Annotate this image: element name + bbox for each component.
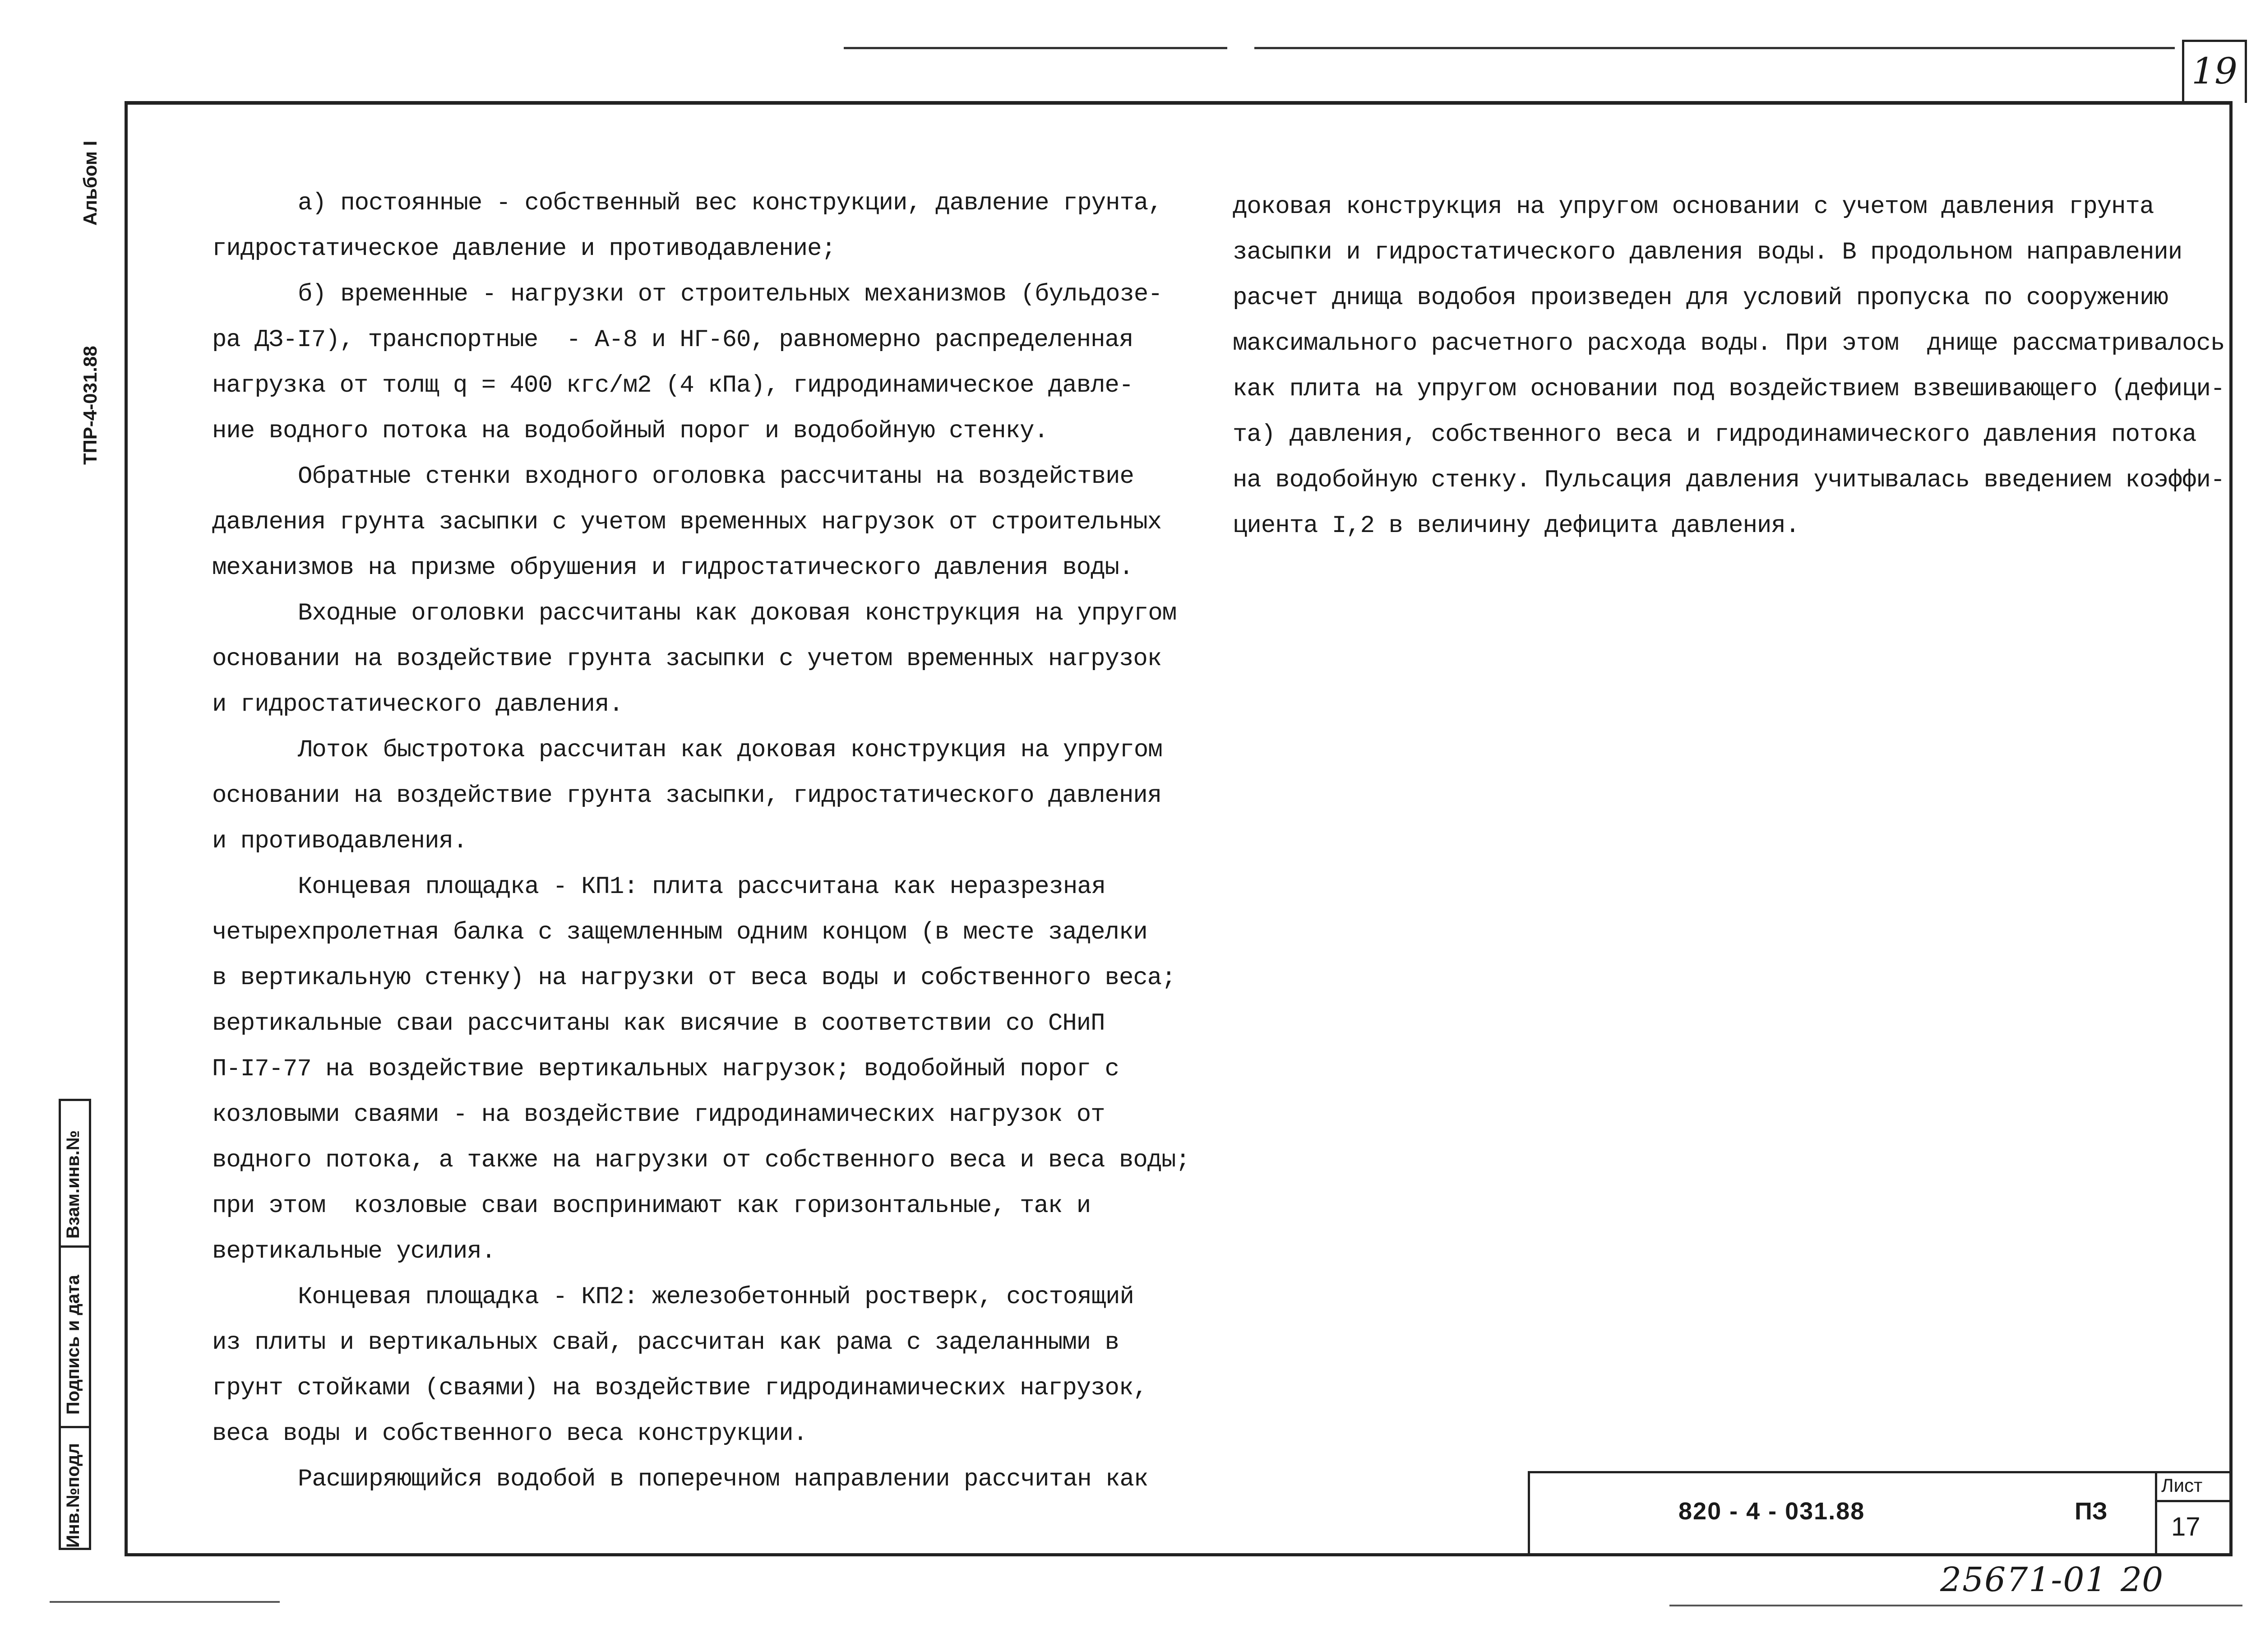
text-line: а) постоянные - собственный вес конструкции, давление грунта,: [298, 190, 1162, 217]
text-line: нагрузка от толщ q = 400 кгс/м2 (4 кПа), гидродинамическое давле-: [212, 372, 1133, 399]
left-text-column: [212, 180, 1190, 1502]
text-line: на водобойную стенку. Пульсация давления учитывалась введением коэффи-: [1233, 467, 2225, 494]
sheet-number: 17: [2171, 1512, 2201, 1541]
text-line: Лоток быстротока рассчитан как доковая конструкция на упругом: [298, 736, 1162, 764]
text-line: механизмов на призме обрушения и гидростатического давления воды.: [212, 554, 1133, 582]
text-line: из плиты и вертикальных свай, рассчитан как рама с заделанными в: [212, 1329, 1119, 1356]
bottom-rule-1: [50, 1601, 280, 1603]
text-line: грунт стойками (сваями) на воздействие гидродинамических нагрузок,: [212, 1374, 1147, 1402]
bottom-rule-2: [1669, 1605, 2242, 1606]
text-line: засыпки и гидростатического давления воды. В продольном направлении: [1233, 239, 2182, 266]
text-line: б) временные - нагрузки от строительных механизмов (бульдозе-: [298, 281, 1162, 308]
text-line: Концевая площадка - КП2: железобетонный ростверк, состоящий: [298, 1283, 1134, 1311]
text-line: гидростатическое давление и противодавление;: [212, 235, 836, 263]
text-line: расчет днища водобоя произведен для условий пропуска по сооружению: [1233, 284, 2168, 312]
stamp-divider-1: [61, 1245, 89, 1248]
sheet-cell-divider: [2155, 1500, 2233, 1502]
stamp-replace-inv: Взам.инв.№: [63, 1130, 83, 1239]
text-line: давления грунта засыпки с учетом временных нагрузок от строительных: [212, 509, 1162, 536]
text-line: вертикальные усилия.: [212, 1238, 496, 1265]
text-line: основании на воздействие грунта засыпки с учетом временных нагрузок: [212, 645, 1162, 673]
top-rule-1: [844, 47, 1227, 49]
text-line: Входные оголовки рассчитаны как доковая конструкция на упругом: [298, 600, 1177, 627]
text-line: и гидростатического давления.: [212, 691, 623, 718]
sheet-label: Лист: [2161, 1475, 2203, 1496]
text-line: основании на воздействие грунта засыпки, гидростатического давления: [212, 782, 1162, 810]
text-line: при этом козловые сваи воспринимают как горизонтальные, так и: [212, 1192, 1091, 1220]
title-block: [1528, 1471, 2233, 1553]
sheet-tab-number: 19: [2182, 40, 2247, 103]
text-line: Обратные стенки входного оголовка рассчитаны на воздействие: [298, 463, 1134, 491]
album-label: Альбом I: [79, 140, 101, 226]
stamp-signature-date: Подпись и дата: [63, 1275, 83, 1415]
stamp-inv-no: Инв.№подл: [63, 1443, 83, 1548]
document-code: 820 - 4 - 031.88: [1678, 1498, 1865, 1525]
text-line: козловыми сваями - на воздействие гидродинамических нагрузок от: [212, 1101, 1105, 1129]
text-line: ние водного потока на водобойный порог и водобойную стенку.: [212, 417, 1048, 445]
text-line: четырехпролетная балка с защемленным одним концом (в месте заделки: [212, 919, 1147, 946]
page-number: 20: [2121, 1560, 2164, 1599]
text-line: та) давления, собственного веса и гидродинамического давления потока: [1233, 421, 2196, 449]
stamp-divider-2: [61, 1426, 89, 1428]
text-line: П-I7-77 на воздействие вертикальных нагрузок; водобойный порог с: [212, 1055, 1119, 1083]
text-line: вертикальные сваи рассчитаны как висячие в соответствии со СНиП: [212, 1010, 1105, 1037]
text-line: веса воды и собственного веса конструкции.: [212, 1420, 808, 1448]
text-line: и противодавления.: [212, 828, 467, 855]
text-line: доковая конструкция на упругом основании с учетом давления грунта: [1233, 193, 2154, 221]
text-line: как плита на упругом основании под воздействием взвешивающего (дефици-: [1233, 375, 2225, 403]
top-rule-2: [1254, 47, 2175, 49]
text-line: в вертикальную стенку) на нагрузки от веса воды и собственного веса;: [212, 964, 1176, 992]
document-type: ПЗ: [2075, 1498, 2108, 1525]
text-line: Концевая площадка - КП1: плита рассчитана как неразрезная: [298, 873, 1106, 901]
text-line: циента I,2 в величину дефицита давления.: [1233, 512, 1800, 540]
text-line: водного потока, а также на нагрузки от собственного веса и веса воды;: [212, 1147, 1190, 1174]
frame-bottom-border: [125, 1553, 2233, 1556]
right-text-column: [1233, 184, 2224, 549]
text-line: максимального расчетного расхода воды. При этом днище рассматривалось: [1233, 330, 2225, 357]
side-code: ТПР-4-031.88: [79, 346, 101, 465]
text-line: Расширяющийся водобой в поперечном направлении рассчитан как: [298, 1466, 1148, 1493]
archive-number: 25671-01: [1940, 1560, 2108, 1599]
text-line: ра ДЗ-I7), транспортные - А-8 и НГ-60, равномерно распределенная: [212, 326, 1133, 354]
